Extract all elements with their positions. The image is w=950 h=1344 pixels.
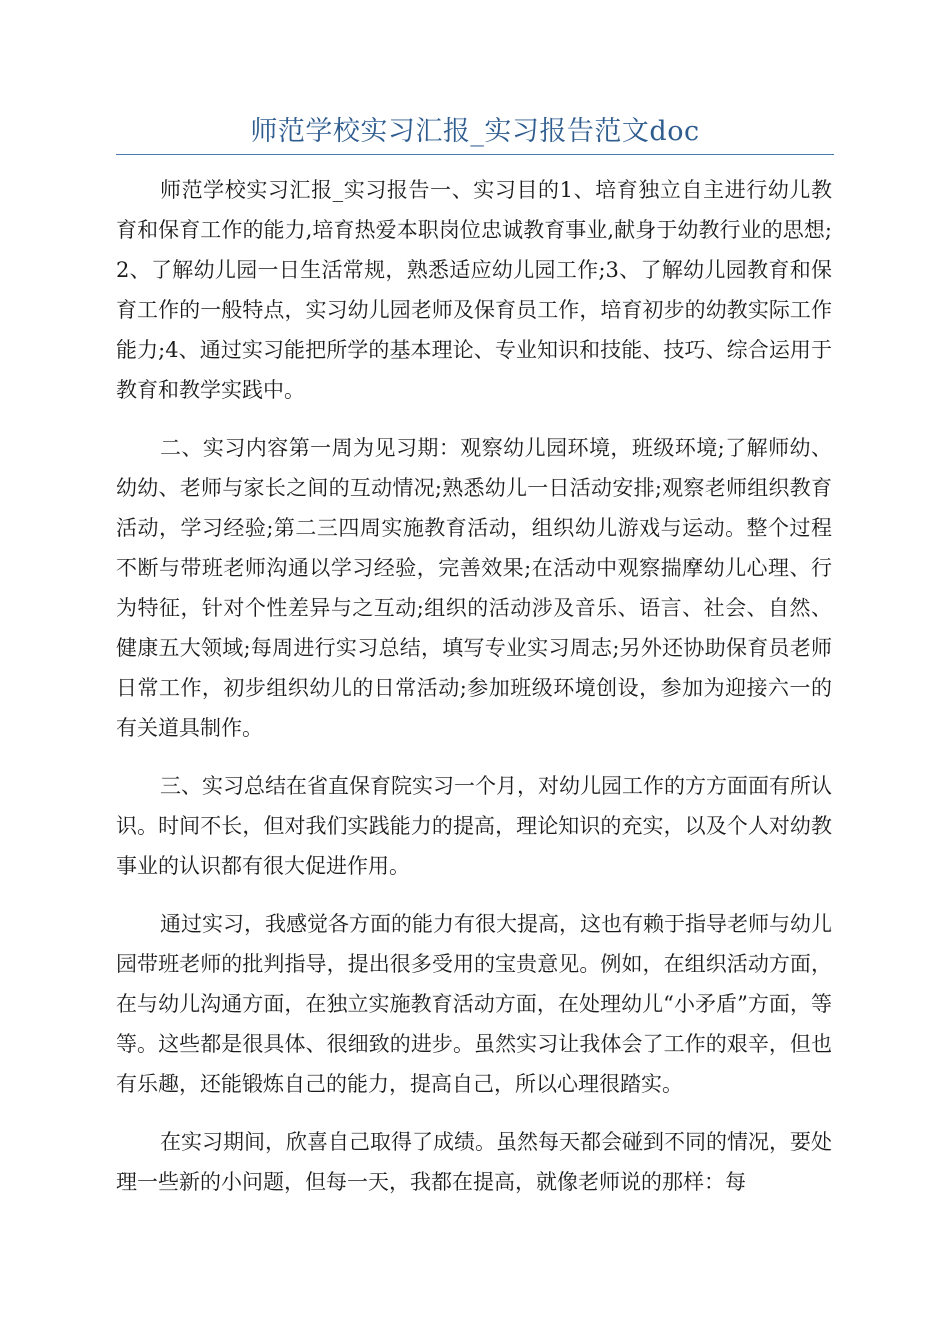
paragraph-achievements: 在实习期间，欣喜自己取得了成绩。虽然每天都会碰到不同的情况，要处理一些新的小问题，但每一天，我都在提高，就像老师说的那样：每	[116, 1130, 832, 1194]
paragraph-summary: 三、实习总结在省直保育院实习一个月，对幼儿园工作的方方面面有所认识。时间不长，但对我们实践能力的提高，理论知识的充实，以及个人对幼教事业的认识都有很大促进作用。	[116, 774, 832, 878]
paragraph-content: 二、实习内容第一周为见习期：观察幼儿园环境，班级环境;了解师幼、幼幼、老师与家长之间的互动情况;熟悉幼儿一日活动安排;观察老师组织教育活动，学习经验;第二三四周实施教育活动，组织幼儿游戏与运动。整个过程不断与带班老师沟通以学习经验，完善效果;在活动中观察揣摩幼儿心理、行为特征，针对个性差异与之互动;组织的活动涉及音乐、语言、社会、自然、健康五大领域;每周进行实习总结，填写专业实习周志;另外还协助保育员老师日常工作，初步组织幼儿的日常活动;参加班级环境创设，参加为迎接六一的有关道具制作。	[116, 436, 832, 740]
document-body	[116, 170, 832, 1220]
document-title: 师范学校实习汇报_实习报告范文doc	[250, 116, 700, 147]
title-underline	[116, 154, 834, 155]
paragraph-reflection: 通过实习，我感觉各方面的能力有很大提高，这也有赖于指导老师与幼儿园带班老师的批判指导，提出很多受用的宝贵意见。例如，在组织活动方面，在与幼儿沟通方面，在独立实施教育活动方面，在处理幼儿“小矛盾”方面，等等。这些都是很具体、很细致的进步。虽然实习让我体会了工作的艰辛，但也有乐趣，还能锻炼自己的能力，提高自己，所以心理很踏实。	[116, 912, 832, 1096]
paragraph-objectives: 师范学校实习汇报_实习报告一、实习目的1、培育独立自主进行幼儿教育和保育工作的能力,培育热爱本职岗位忠诚教育事业,献身于幼教行业的思想;2、了解幼儿园一日生活常规，熟悉适应幼儿园工作;3、了解幼儿园教育和保育工作的一般特点，实习幼儿园老师及保育员工作，培育初步的幼教实际工作能力;4、通过实习能把所学的基本理论、专业知识和技能、技巧、综合运用于教育和教学实践中。	[116, 178, 832, 402]
